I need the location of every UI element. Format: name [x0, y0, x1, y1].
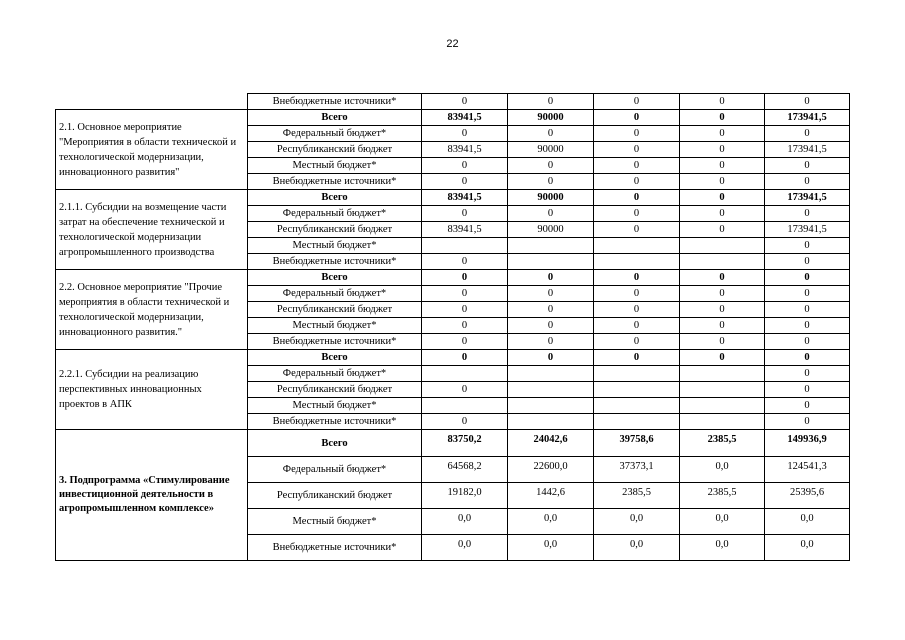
- budget-table-body: [56, 94, 850, 561]
- value-cell: 0: [765, 334, 850, 350]
- value-cell: [508, 398, 594, 414]
- program-cell: 2.1.1. Субсидии на возмещение части затрат на обеспечение технической и технологической модернизации агропромышленного производства: [56, 190, 248, 270]
- source-cell: Федеральный бюджет*: [248, 366, 422, 382]
- source-cell: Республиканский бюджет: [248, 382, 422, 398]
- value-cell: 2385,5: [680, 430, 765, 457]
- source-cell: Республиканский бюджет: [248, 142, 422, 158]
- value-cell: 0: [765, 286, 850, 302]
- source-cell: Местный бюджет*: [248, 238, 422, 254]
- value-cell: [594, 398, 680, 414]
- table-row: [56, 270, 850, 286]
- value-cell: 0: [680, 94, 765, 110]
- value-cell: 0: [422, 318, 508, 334]
- value-cell: [680, 238, 765, 254]
- value-cell: 0,0: [594, 509, 680, 535]
- value-cell: 0: [680, 222, 765, 238]
- value-cell: 0: [508, 126, 594, 142]
- value-cell: 0: [508, 350, 594, 366]
- value-cell: 25395,6: [765, 483, 850, 509]
- value-cell: [422, 238, 508, 254]
- value-cell: 0: [508, 286, 594, 302]
- value-cell: [680, 382, 765, 398]
- source-cell: Федеральный бюджет*: [248, 286, 422, 302]
- value-cell: 0: [594, 158, 680, 174]
- value-cell: 1442,6: [508, 483, 594, 509]
- value-cell: 0: [680, 302, 765, 318]
- value-cell: [680, 366, 765, 382]
- program-cell: 2.1. Основное мероприятие "Мероприятия в области технической и технологической модернизации, инновационного развития": [56, 110, 248, 190]
- source-cell: Федеральный бюджет*: [248, 206, 422, 222]
- value-cell: 19182,0: [422, 483, 508, 509]
- value-cell: 0: [765, 350, 850, 366]
- value-cell: 0,0: [680, 457, 765, 483]
- value-cell: 0: [594, 222, 680, 238]
- value-cell: [508, 414, 594, 430]
- value-cell: 0: [765, 270, 850, 286]
- value-cell: 0: [680, 110, 765, 126]
- value-cell: 83941,5: [422, 142, 508, 158]
- budget-table: [55, 93, 850, 561]
- value-cell: [594, 414, 680, 430]
- value-cell: 2385,5: [594, 483, 680, 509]
- value-cell: 0: [594, 318, 680, 334]
- value-cell: 0,0: [508, 509, 594, 535]
- value-cell: 0,0: [680, 509, 765, 535]
- source-cell: Внебюджетные источники*: [248, 94, 422, 110]
- source-cell: Всего: [248, 110, 422, 126]
- source-cell: Всего: [248, 350, 422, 366]
- value-cell: 0: [765, 318, 850, 334]
- source-cell: Республиканский бюджет: [248, 483, 422, 509]
- value-cell: [508, 366, 594, 382]
- value-cell: 0: [765, 382, 850, 398]
- value-cell: 0: [680, 206, 765, 222]
- value-cell: 90000: [508, 190, 594, 206]
- value-cell: 173941,5: [765, 222, 850, 238]
- value-cell: 22600,0: [508, 457, 594, 483]
- value-cell: 0: [422, 302, 508, 318]
- value-cell: 0: [508, 334, 594, 350]
- value-cell: 0: [422, 206, 508, 222]
- value-cell: 0: [422, 158, 508, 174]
- value-cell: [422, 366, 508, 382]
- value-cell: 0,0: [508, 535, 594, 561]
- value-cell: 124541,3: [765, 457, 850, 483]
- value-cell: 0: [422, 350, 508, 366]
- value-cell: 149936,9: [765, 430, 850, 457]
- value-cell: 0: [594, 110, 680, 126]
- source-cell: Местный бюджет*: [248, 318, 422, 334]
- value-cell: 173941,5: [765, 190, 850, 206]
- value-cell: 0: [765, 174, 850, 190]
- value-cell: [508, 254, 594, 270]
- value-cell: [680, 398, 765, 414]
- program-cell: 2.2.1. Субсидии на реализацию перспективных инновационных проектов в АПК: [56, 350, 248, 430]
- value-cell: 0: [765, 398, 850, 414]
- value-cell: 0: [680, 270, 765, 286]
- value-cell: 0: [594, 350, 680, 366]
- table-row: [56, 350, 850, 366]
- value-cell: 173941,5: [765, 110, 850, 126]
- source-cell: Всего: [248, 430, 422, 457]
- value-cell: 0: [765, 302, 850, 318]
- value-cell: 0: [594, 286, 680, 302]
- value-cell: 0,0: [422, 535, 508, 561]
- program-cell: 3. Подпрограмма «Стимулирование инвестиционной деятельности в агропромышленном комплексе»: [56, 430, 248, 561]
- table-row: [56, 94, 850, 110]
- value-cell: 0: [594, 142, 680, 158]
- source-cell: Федеральный бюджет*: [248, 457, 422, 483]
- source-cell: Всего: [248, 190, 422, 206]
- value-cell: 0: [422, 174, 508, 190]
- value-cell: 0: [508, 302, 594, 318]
- source-cell: Внебюджетные источники*: [248, 334, 422, 350]
- source-cell: Всего: [248, 270, 422, 286]
- value-cell: 0: [422, 334, 508, 350]
- value-cell: 0: [680, 318, 765, 334]
- value-cell: 90000: [508, 142, 594, 158]
- value-cell: 0: [594, 302, 680, 318]
- value-cell: 0: [765, 366, 850, 382]
- value-cell: [594, 382, 680, 398]
- value-cell: 0: [680, 142, 765, 158]
- value-cell: 0: [594, 206, 680, 222]
- value-cell: 0: [765, 94, 850, 110]
- value-cell: 24042,6: [508, 430, 594, 457]
- value-cell: 0: [680, 174, 765, 190]
- source-cell: Местный бюджет*: [248, 158, 422, 174]
- value-cell: 83750,2: [422, 430, 508, 457]
- value-cell: 0: [508, 270, 594, 286]
- value-cell: 0: [594, 94, 680, 110]
- value-cell: 173941,5: [765, 142, 850, 158]
- source-cell: Внебюджетные источники*: [248, 535, 422, 561]
- value-cell: 0: [594, 174, 680, 190]
- value-cell: 0,0: [765, 535, 850, 561]
- value-cell: 0: [594, 190, 680, 206]
- value-cell: 0: [765, 238, 850, 254]
- value-cell: 0: [508, 158, 594, 174]
- value-cell: 0: [680, 350, 765, 366]
- value-cell: 0: [594, 270, 680, 286]
- value-cell: 0: [765, 126, 850, 142]
- value-cell: 0: [765, 414, 850, 430]
- value-cell: 0: [765, 158, 850, 174]
- value-cell: 0: [508, 318, 594, 334]
- value-cell: 0: [680, 158, 765, 174]
- value-cell: 0: [508, 174, 594, 190]
- value-cell: 0: [508, 206, 594, 222]
- value-cell: 0: [422, 286, 508, 302]
- value-cell: 0: [680, 334, 765, 350]
- value-cell: 0: [765, 254, 850, 270]
- value-cell: [680, 414, 765, 430]
- value-cell: 0,0: [680, 535, 765, 561]
- value-cell: 0: [594, 334, 680, 350]
- value-cell: 39758,6: [594, 430, 680, 457]
- page-number: 22: [446, 38, 459, 50]
- value-cell: 0,0: [765, 509, 850, 535]
- source-cell: Внебюджетные источники*: [248, 414, 422, 430]
- value-cell: 0: [680, 126, 765, 142]
- value-cell: 0: [594, 126, 680, 142]
- source-cell: Местный бюджет*: [248, 509, 422, 535]
- table-row: [56, 190, 850, 206]
- value-cell: 83941,5: [422, 190, 508, 206]
- value-cell: 83941,5: [422, 110, 508, 126]
- value-cell: 90000: [508, 110, 594, 126]
- value-cell: 0: [765, 206, 850, 222]
- value-cell: 0: [422, 382, 508, 398]
- value-cell: 83941,5: [422, 222, 508, 238]
- value-cell: 0: [422, 94, 508, 110]
- source-cell: Федеральный бюджет*: [248, 126, 422, 142]
- table-row: [56, 110, 850, 126]
- value-cell: 2385,5: [680, 483, 765, 509]
- value-cell: [594, 366, 680, 382]
- value-cell: 37373,1: [594, 457, 680, 483]
- value-cell: 0: [422, 126, 508, 142]
- source-cell: Внебюджетные источники*: [248, 254, 422, 270]
- source-cell: Республиканский бюджет: [248, 302, 422, 318]
- value-cell: [508, 238, 594, 254]
- value-cell: [680, 254, 765, 270]
- empty-cell: [56, 94, 248, 110]
- value-cell: 0: [422, 414, 508, 430]
- value-cell: [508, 382, 594, 398]
- value-cell: 0: [508, 94, 594, 110]
- value-cell: 0: [422, 270, 508, 286]
- source-cell: Местный бюджет*: [248, 398, 422, 414]
- value-cell: 0: [680, 190, 765, 206]
- value-cell: [594, 254, 680, 270]
- value-cell: 64568,2: [422, 457, 508, 483]
- value-cell: 0,0: [422, 509, 508, 535]
- value-cell: 0: [680, 286, 765, 302]
- source-cell: Республиканский бюджет: [248, 222, 422, 238]
- program-cell: 2.2. Основное мероприятие "Прочие мероприятия в области технической и технологической модернизации, инновационного развития.": [56, 270, 248, 350]
- table-row: [56, 430, 850, 457]
- value-cell: [594, 238, 680, 254]
- source-cell: Внебюджетные источники*: [248, 174, 422, 190]
- value-cell: 0: [422, 254, 508, 270]
- value-cell: [422, 398, 508, 414]
- value-cell: 90000: [508, 222, 594, 238]
- value-cell: 0,0: [594, 535, 680, 561]
